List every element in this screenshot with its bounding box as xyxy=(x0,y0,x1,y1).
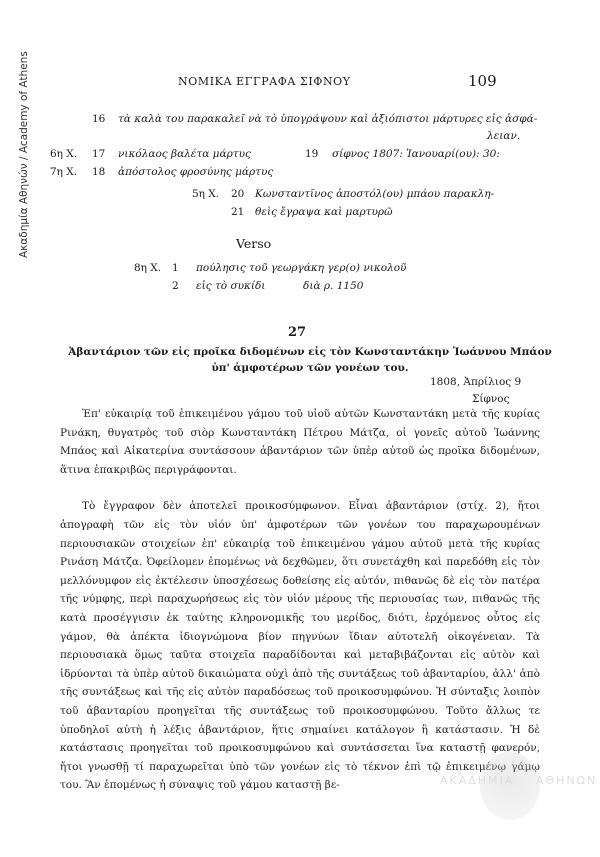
document-line: τὰ καλὰ του παρακαλεῖ νὰ τὸ ὑπογράψουν καὶ ἀξιόπιστοι μάρτυρες εἰς ἀσφά- xyxy=(118,113,538,125)
line-number: 1 xyxy=(172,262,179,274)
document-line: λειαν. xyxy=(487,130,521,142)
watermark-text-left: ΑΚΑΔΗΜΙΑ xyxy=(440,774,515,787)
margin-note: 7η Χ. xyxy=(50,166,78,178)
verso-label: Verso xyxy=(236,236,272,251)
academy-watermark xyxy=(440,752,598,822)
document-number: 27 xyxy=(288,325,307,340)
margin-note: 8η Χ. xyxy=(134,262,162,274)
line-number: 2 xyxy=(172,280,179,292)
document-line: θεὶς ἔγραψα καὶ μαρτυρῶ xyxy=(255,206,393,218)
document-line: εἰς τὸ συκίδι xyxy=(196,280,266,292)
line-number: 21 xyxy=(231,206,245,218)
margin-note: 5η Χ. xyxy=(192,188,220,200)
line-number: 16 xyxy=(92,113,106,125)
line-number: 19 xyxy=(305,148,319,160)
document-date: 1808, Ἀπρίλιος 9 xyxy=(430,376,522,388)
document-title-continued: ὑπ' ἀμφοτέρων τῶν γονέων του. xyxy=(211,362,409,374)
academy-credit-sidebar xyxy=(18,51,34,278)
summary-paragraph: Ἐπ' εὐκαιρίᾳ τοῦ ἐπικειμένου γάμου τοῦ υἱοῦ αὐτῶν Κωνσταντάκη μετὰ τῆς κυρίας Ρινάκη, θυγατρὸς τοῦ σιὸρ Κωνσταντάκη Πέτρου Μάτζα, οἱ γονεῖς αὐτοῦ Ἰωάννης Μπάος καὶ Αἰκατερίνα συντάσσουν ἀβαντάριον τῶν ὑπὲρ αὐτοῦ ὡς προῖκα διδομένων, ἅτινα ἐπακριβῶς περιγράφονται. xyxy=(60,408,540,476)
running-header-title: ΝΟΜΙΚΑ ΕΓΓΡΑΦΑ ΣΙΦΝΟΥ xyxy=(178,75,351,88)
document-place: Σίφνος xyxy=(472,393,510,405)
academy-credit-text: Ακαδημία Αθηνών / Academy of Athens xyxy=(18,51,30,258)
document-line: σίφνος 1807: Ἰανουαρί(ου): 30: xyxy=(332,148,500,160)
line-number: 20 xyxy=(231,188,245,200)
document-line: ἀπόστολος φροσύνης μάρτυς xyxy=(118,166,274,178)
line-number: 18 xyxy=(92,166,106,178)
watermark-text-right: ΑΘΗΝΩΝ xyxy=(536,774,598,787)
document-line: πούλησις τοῦ γεωργάκη γερ(ο) νικολοῦ xyxy=(196,262,407,274)
document-line: νικόλαος βαλέτα μάρτυς xyxy=(118,148,251,160)
document-line: Κωνσταντῖνος ἀποστόλ(ου) μπάου παρακλη- xyxy=(255,188,495,200)
page-number: 109 xyxy=(468,72,497,90)
document-line: διὰ ρ. 1150 xyxy=(303,280,364,292)
line-number: 17 xyxy=(92,148,106,160)
commentary-paragraph: Τὸ ἔγγραφον δὲν ἀποτελεῖ προικοσύμφωνον. Εἶναι ἀβαντάριον (στίχ. 2), ἤτοι ἀπογραφὴ τῶν εἰς τὸν υἱόν ὑπ' ἀμφοτέρων τῶν γονέων του παραχωρουμένων περιουσιακῶν στοιχείων ἐπ' εὐκαιρίᾳ τοῦ ἐπικειμένου γάμου αὐτοῦ μετὰ τῆς κυρίας Ρινάση Μάτζα. Ὀφείλομεν ἑπομένως νὰ δεχθῶμεν, ὅτι συνετάχθη καὶ παρεδόθη εἰς τὸν μελλόνυμφον εἰς ἐκτέλεσιν ὑποσχέσεως δοθείσης εἰς αὐτόν, πιθανῶς δὲ εἰς τὸν πατέρα τῆς νύμφης, περὶ παραχωρήσεως εἰς τὸν υἱόν μέρους τῆς περιουσίας των, πιθανῶς τῆς κατὰ προσέγγισιν ἐκ ταύτης κληρονομικῆς του μερίδος, διότι, ἐρχόμενος οὗτος εἰς γάμον, θὰ ἀπέκτα ἰδιογνώμονα βίον πηγνύων ἴδιαν αὐτοτελῆ οἰκογένειαν. Τὰ περιουσιακὰ ὅμως ταῦτα στοιχεῖα παραδίδονται καὶ μεταβιβάζονται εἰς αὐτὸν καὶ ἱδρύονται τὰ ὑπὲρ αὐτοῦ δικαιώματα οὐχὶ ἀπὸ τῆς συντάξεως τοῦ ἀβανταρίου, ἀλλ' ἀπὸ τῆς συντάξεως καὶ τῆς εἰς αὐτὸν παραδόσεως τοῦ προικοσυμφώνου. Ἡ σύνταξις λοιπὸν τοῦ ἀβανταρίου προηγεῖται τῆς συντάξεως τοῦ προικοσυμφώνου. Τοῦτο ἄλλως τε ὑποδηλοῖ αὐτὴ ἡ λέξις ἀβαντάριον, ἥτις σημαίνει κατάλογον ἢ κατάστασιν. Ἡ δὲ κατάστασις προηγεῖται τοῦ προικοσυμφώνου καὶ συντάσσεται ἵνα καταστῇ φανερόν, ἤτοι γνωσθῇ τί παραχωρεῖται ὑπὸ τῶν γονέων εἰς τὸ τέκνον ἐπὶ τῷ ἐπικειμένῳ γάμῳ του. Ἂν ἑπομένως ἡ σύναψις τοῦ γάμου καταστῇ βε- xyxy=(60,500,540,792)
margin-note: 6η Χ. xyxy=(50,148,78,160)
commentary-body xyxy=(60,405,540,795)
document-title: Ἀβαντάριον τῶν εἰς προῖκα διδομένων εἰς τὸν Κωνσταντάκην Ἰωάννου Μπάον xyxy=(68,346,552,358)
